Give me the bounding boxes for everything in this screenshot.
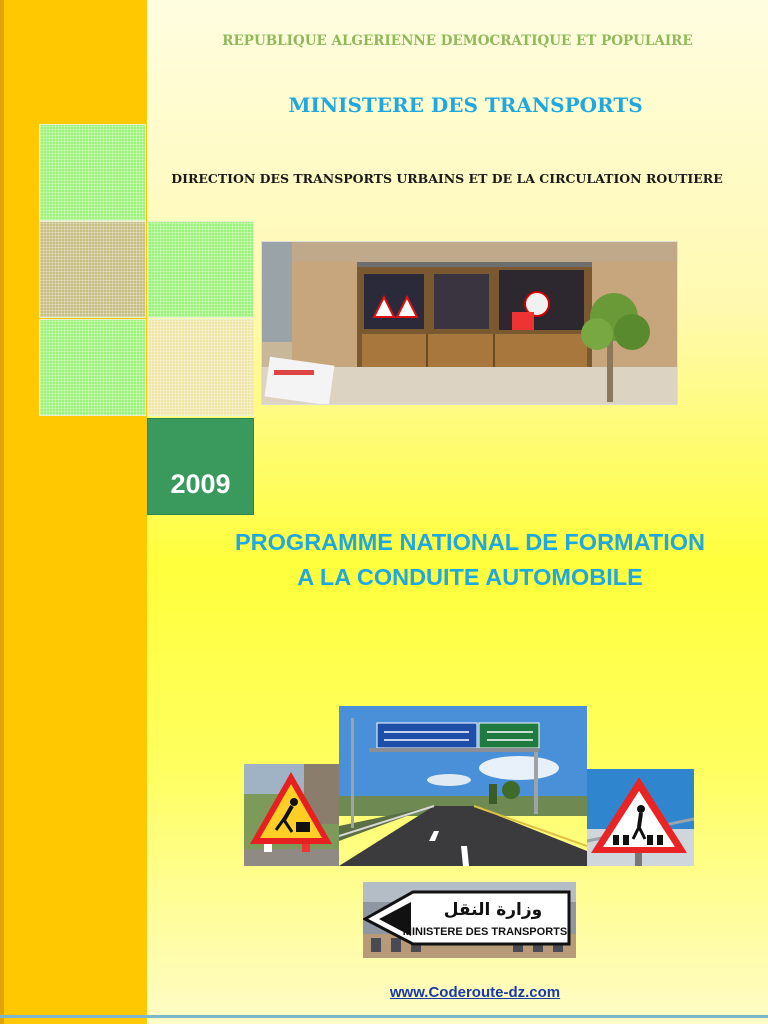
road-works-sign-photo	[244, 764, 339, 866]
bottom-divider	[0, 1015, 768, 1018]
highway-photo	[339, 706, 587, 866]
decor-tile	[147, 221, 254, 318]
republic-title: REPUBLIQUE ALGERIENNE DEMOCRATIQUE ET POPULAIRE	[222, 33, 693, 49]
year-label: 2009	[170, 469, 231, 499]
year-box	[147, 418, 254, 515]
website-link[interactable]: www.Coderoute-dz.com	[389, 984, 561, 1001]
decor-tile	[39, 124, 146, 221]
direction-title: DIRECTION DES TRANSPORTS URBAINS ET DE LA CIRCULATION ROUTIERE	[171, 171, 723, 186]
programme-title-line1: PROGRAMME NATIONAL DE FORMATION	[235, 529, 705, 555]
ministry-sign-latin: MINISTERE DES TRANSPORTS	[402, 926, 568, 938]
decor-tile	[39, 319, 146, 416]
decor-tile	[147, 319, 254, 416]
decor-tile	[39, 221, 146, 318]
ministry-direction-sign-photo	[363, 882, 576, 958]
ministry-title: MINISTERE DES TRANSPORTS	[288, 93, 643, 117]
ministry-sign-arabic: وزارة النقل	[443, 900, 543, 920]
programme-title-line2: A LA CONDUITE AUTOMOBILE	[297, 564, 643, 590]
programme-title	[170, 525, 768, 595]
pedestrian-crossing-sign-photo	[587, 769, 694, 866]
driving-school-storefront-photo	[261, 241, 678, 405]
